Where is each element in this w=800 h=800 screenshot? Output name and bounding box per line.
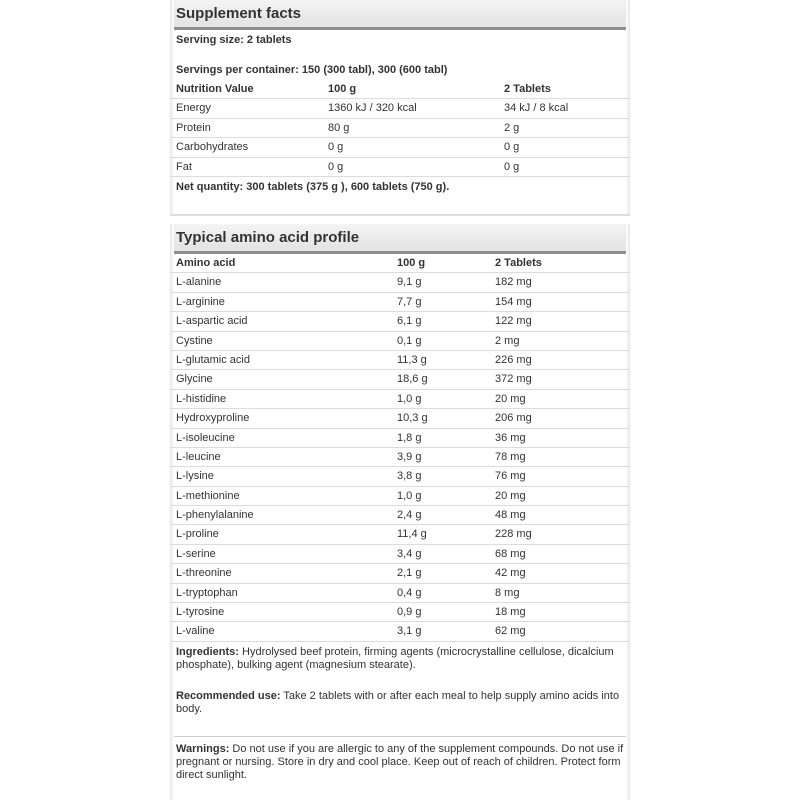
table-row [170,293,630,312]
table-row [170,99,630,118]
table-cell: 0 g [328,160,344,173]
table-header-cell: 100 g [397,257,426,269]
table-cell: 122 mg [495,315,532,328]
table-row [170,351,630,370]
nutrition-table [170,80,630,177]
table-cell: L-threonine [176,567,232,580]
table-cell: 2 g [504,121,520,134]
table-cell: 0 g [328,141,344,154]
table-row [170,506,630,525]
ingredients-text: Hydrolysed beef protein, firming agents (microcrystalline cellulose, dicalcium phosphate), bulking agent (magnesium stearate). [176,645,614,671]
table-cell: L-phenylalanine [176,509,254,522]
table-header-cell: 2 Tablets [504,83,551,95]
table-cell: L-tyrosine [176,606,225,619]
table-row [170,409,630,428]
table-cell: 8 mg [495,586,520,599]
table-cell: L-lysine [176,470,214,483]
table-row [170,370,630,389]
table-cell: 0 g [504,141,520,154]
table-header-cell: Amino acid [176,257,236,269]
table-cell: 206 mg [495,412,532,425]
table-cell: 36 mg [495,431,526,444]
table-cell: Energy [176,102,211,115]
table-cell: 2,1 g [397,567,422,580]
table-cell: 0,4 g [397,586,422,599]
table-cell: 11,3 g [397,353,427,366]
table-row [170,138,630,157]
table-cell: 0,1 g [397,334,422,347]
table-cell: 154 mg [495,295,532,308]
table-cell: L-tryptophan [176,586,238,599]
table-row [170,525,630,544]
table-row [170,467,630,486]
table-cell: 68 mg [495,547,526,560]
recommended-use-text: Take 2 tablets with or after each meal to help supply amino acids into body. [176,689,620,715]
recommended-use-label: Recommended use: [176,689,281,702]
table-row [170,332,630,351]
table-cell: Protein [176,121,211,134]
table-cell: 20 mg [495,392,526,405]
amino-acid-table [170,254,630,642]
table-row [170,429,630,448]
table-cell: 228 mg [495,528,532,541]
table-cell: L-proline [176,528,219,541]
table-row [170,312,630,331]
warnings-text: Do not use if you are allergic to any of the supplement compounds. Do not use if pregnant or nursing. Store in dry and cool place. Keep out of reach of children. Protect form direct sunlight. [176,742,624,781]
table-cell: 2,4 g [397,509,422,522]
table-cell: Cystine [176,334,213,347]
table-header-row [170,254,630,273]
table-header-cell: 2 Tablets [495,257,542,269]
table-cell: 78 mg [495,450,526,463]
table-cell: 9,1 g [397,276,422,289]
table-header-cell: Nutrition Value [176,83,254,95]
table-cell: 0,9 g [397,606,422,619]
table-cell: 3,4 g [397,547,422,560]
table-cell: Carbohydrates [176,141,249,154]
servings-per-container: Servings per container: 150 (300 tabl), 300 (600 tabl) [176,64,448,76]
supplement-facts-title: Supplement facts [170,0,630,30]
table-cell: 76 mg [495,470,526,483]
table-header-row [170,80,630,99]
table-cell: 11,4 g [397,528,427,541]
table-cell: 1,0 g [397,392,422,405]
table-row [170,448,630,467]
table-row [170,622,630,641]
ingredients-block [170,642,630,690]
table-cell: 42 mg [495,567,526,580]
table-header-cell: 100 g [328,83,357,95]
table-cell: 48 mg [495,509,526,522]
table-cell: 7,7 g [397,295,422,308]
table-cell: 1360 kJ / 320 kcal [328,102,417,115]
table-cell: 62 mg [495,625,526,638]
table-cell: 1,0 g [397,489,422,502]
table-cell: 226 mg [495,353,532,366]
table-row [170,545,630,564]
table-cell: 18 mg [495,606,526,619]
table-cell: L-isoleucine [176,431,235,444]
recommended-use-block [170,690,630,736]
table-row [170,564,630,583]
amino-acid-title: Typical amino acid profile [170,224,630,254]
table-cell: L-alanine [176,276,222,289]
table-cell: 20 mg [495,489,526,502]
table-cell: 34 kJ / 8 kcal [504,102,569,115]
table-cell: 3,9 g [397,450,422,463]
table-row [170,487,630,506]
table-row [170,390,630,409]
serving-size: Serving size: 2 tablets [176,34,292,46]
table-cell: 372 mg [495,373,532,386]
table-cell: 2 mg [495,334,520,347]
table-cell: Hydroxyproline [176,412,250,425]
supplement-facts-panel [170,0,630,216]
table-cell: 80 g [328,121,350,134]
table-cell: 18,6 g [397,373,428,386]
table-cell: 182 mg [495,276,532,289]
table-cell: L-serine [176,547,216,560]
table-cell: 0 g [504,160,520,173]
table-cell: 3,8 g [397,470,422,483]
table-cell: L-valine [176,625,215,638]
table-row [170,158,630,177]
table-row [170,603,630,622]
table-cell: 1,8 g [397,431,422,444]
table-cell: L-arginine [176,295,225,308]
warnings-label: Warnings: [176,742,230,755]
net-quantity: Net quantity: 300 tablets (375 g ), 600 tablets (750 g). [176,180,450,193]
table-row [170,273,630,292]
panel-bottom-border [170,214,630,216]
table-row [170,119,630,138]
table-cell: L-glutamic acid [176,353,250,366]
table-cell: L-aspartic acid [176,315,248,328]
ingredients-label: Ingredients: [176,645,239,658]
table-cell: 10,3 g [397,412,428,425]
table-cell: Glycine [176,373,213,386]
table-cell: 3,1 g [397,625,422,638]
table-cell: Fat [176,160,192,173]
table-row [170,584,630,603]
table-cell: 6,1 g [397,315,422,328]
table-cell: L-leucine [176,450,221,463]
table-cell: L-histidine [176,392,227,405]
warnings-block [170,737,630,782]
amino-acid-panel [170,224,630,800]
table-cell: L-methionine [176,489,240,502]
